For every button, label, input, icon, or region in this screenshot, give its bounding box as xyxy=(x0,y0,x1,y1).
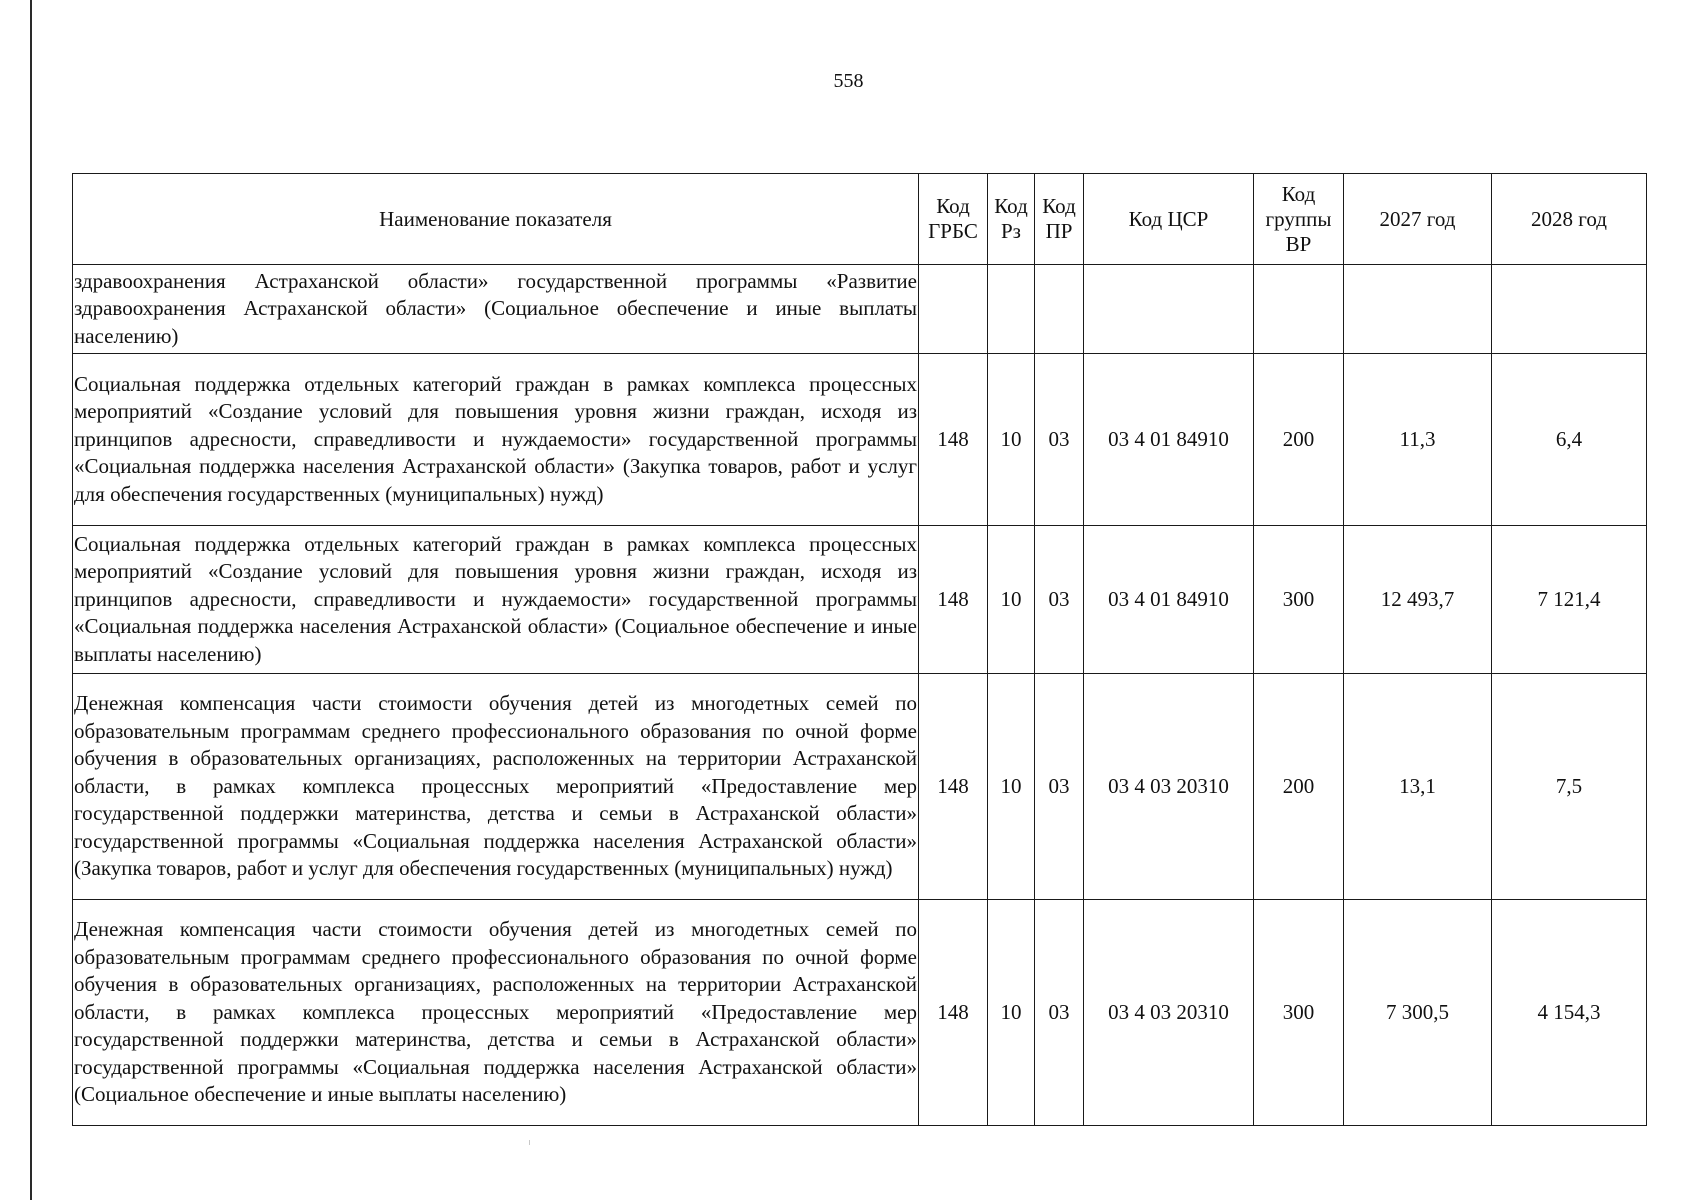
page-number: 558 xyxy=(833,70,864,92)
cell-2028: 6,4 xyxy=(1492,354,1647,526)
cell-csr xyxy=(1084,265,1254,354)
cell-grbs: 148 xyxy=(919,674,988,900)
cell-csr: 03 4 03 20310 xyxy=(1084,674,1254,900)
cell-grbs xyxy=(919,265,988,354)
cell-csr: 03 4 01 84910 xyxy=(1084,526,1254,674)
table-row xyxy=(73,674,1647,900)
header-grbs: Код ГРБС xyxy=(919,174,988,265)
cell-rz: 10 xyxy=(988,900,1035,1126)
scan-artifact xyxy=(529,1140,530,1145)
cell-vr xyxy=(1254,265,1344,354)
header-2027: 2027 год xyxy=(1344,174,1492,265)
cell-name: Денежная компенсация части стоимости обучения детей из многодетных семей по образовательным программам среднего профессионального образования по очной форме обучения в образовательных организациях, расположенных на территории Астраханской области, в рамках комплекса процессных мероприятий «Предоставление мер государственной поддержки материнства, детства и семьи в Астраханской области» государственной программы «Социальная поддержка населения Астраханской области» (Социальное обеспечение и иные выплаты населению) xyxy=(73,900,919,1126)
table-header-row xyxy=(73,174,1647,265)
cell-grbs: 148 xyxy=(919,900,988,1126)
cell-2027: 13,1 xyxy=(1344,674,1492,900)
cell-csr: 03 4 01 84910 xyxy=(1084,354,1254,526)
cell-pr xyxy=(1035,265,1084,354)
cell-rz: 10 xyxy=(988,674,1035,900)
cell-2027: 11,3 xyxy=(1344,354,1492,526)
cell-2027: 12 493,7 xyxy=(1344,526,1492,674)
table-row xyxy=(73,900,1647,1126)
table-row xyxy=(73,265,1647,354)
cell-rz: 10 xyxy=(988,526,1035,674)
cell-pr: 03 xyxy=(1035,526,1084,674)
table-row xyxy=(73,526,1647,674)
cell-2027 xyxy=(1344,265,1492,354)
cell-rz: 10 xyxy=(988,354,1035,526)
header-csr: Код ЦСР xyxy=(1084,174,1254,265)
cell-2027: 7 300,5 xyxy=(1344,900,1492,1126)
cell-name: Денежная компенсация части стоимости обучения детей из многодетных семей по образовательным программам среднего профессионального образования по очной форме обучения в образовательных организациях, расположенных на территории Астраханской области, в рамках комплекса процессных мероприятий «Предоставление мер государственной поддержки материнства, детства и семьи в Астраханской области» государственной программы «Социальная поддержка населения Астраханской области» (Закупка товаров, работ и услуг для обеспечения государственных (муниципальных) нужд) xyxy=(73,674,919,900)
cell-vr: 300 xyxy=(1254,526,1344,674)
budget-table xyxy=(72,173,1647,1126)
cell-grbs: 148 xyxy=(919,526,988,674)
cell-name: Социальная поддержка отдельных категорий граждан в рамках комплекса процессных мероприятий «Создание условий для повышения уровня жизни граждан, исходя из принципов адресности, справедливости и нуждаемости» государственной программы «Социальная поддержка населения Астраханской области» (Социальное обеспечение и иные выплаты населению) xyxy=(73,526,919,674)
cell-pr: 03 xyxy=(1035,674,1084,900)
header-vr: Код группы ВР xyxy=(1254,174,1344,265)
table-row xyxy=(73,354,1647,526)
cell-2028: 7,5 xyxy=(1492,674,1647,900)
cell-pr: 03 xyxy=(1035,354,1084,526)
cell-vr: 200 xyxy=(1254,674,1344,900)
cell-name: Социальная поддержка отдельных категорий граждан в рамках комплекса процессных мероприятий «Создание условий для повышения уровня жизни граждан, исходя из принципов адресности, справедливости и нуждаемости» государственной программы «Социальная поддержка населения Астраханской области» (Закупка товаров, работ и услуг для обеспечения государственных (муниципальных) нужд) xyxy=(73,354,919,526)
cell-rz xyxy=(988,265,1035,354)
cell-vr: 200 xyxy=(1254,354,1344,526)
cell-2028: 7 121,4 xyxy=(1492,526,1647,674)
cell-csr: 03 4 03 20310 xyxy=(1084,900,1254,1126)
header-2028: 2028 год xyxy=(1492,174,1647,265)
cell-pr: 03 xyxy=(1035,900,1084,1126)
header-rz: Код Рз xyxy=(988,174,1035,265)
cell-name: здравоохранения Астраханской области» государственной программы «Развитие здравоохранения Астраханской области» (Социальное обеспечение и иные выплаты населению) xyxy=(73,265,919,354)
header-pr: Код ПР xyxy=(1035,174,1084,265)
cell-2028 xyxy=(1492,265,1647,354)
binding-line xyxy=(30,0,32,1200)
cell-2028: 4 154,3 xyxy=(1492,900,1647,1126)
cell-vr: 300 xyxy=(1254,900,1344,1126)
cell-grbs: 148 xyxy=(919,354,988,526)
header-name: Наименование показателя xyxy=(73,174,919,265)
